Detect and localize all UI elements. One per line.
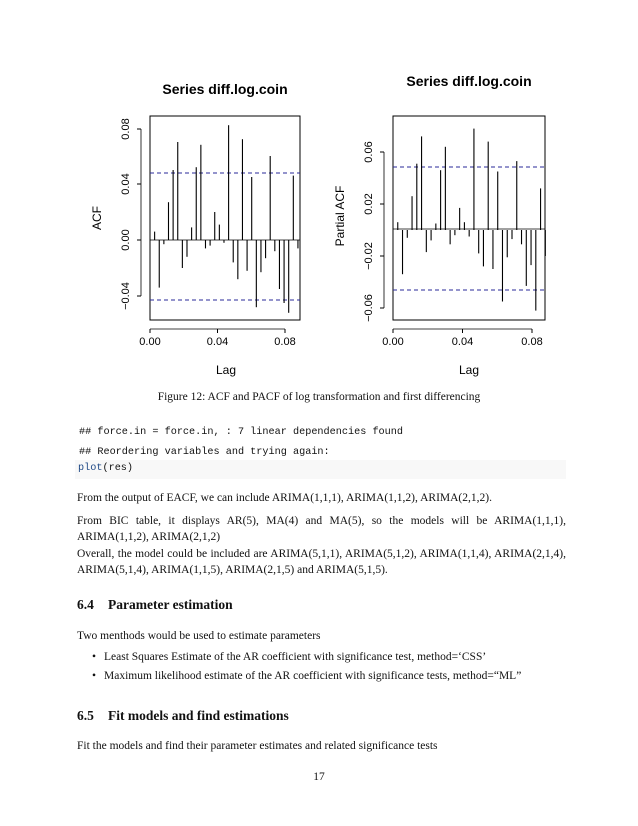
pacf-bars — [398, 129, 546, 311]
section-title: Parameter estimation — [108, 597, 233, 612]
acf-ylabel: ACF — [90, 206, 104, 230]
pacf-y-tick-label: 0.06 — [363, 141, 375, 163]
pacf-x-tick-label: 0.08 — [521, 336, 543, 348]
acf-title: Series diff.log.coin — [162, 81, 288, 97]
code-function: plot — [78, 463, 103, 474]
section-number: 6.4 — [77, 597, 94, 612]
paragraph-bic: From BIC table, it displays AR(5), MA(4) and MA(5), so the models will be ARIMA(1,1,1), ARIMA(1,1,2), ARIMA(2,1,2) — [77, 515, 566, 543]
code-line — [78, 463, 133, 474]
section-title: Fit models and find estimations — [108, 708, 289, 723]
pacf-xlabel: Lag — [458, 363, 480, 377]
figure-caption: Figure 12: ACF and PACF of log transformation and first differencing — [157, 391, 481, 403]
list-item: • Maximum likelihood estimate of the AR coefficient with significance tests, method=“ML” — [92, 670, 562, 682]
pacf-y-tick-label: −0.06 — [363, 294, 375, 322]
r-output-line: ## Reordering variables and trying again: — [79, 447, 330, 458]
pacf-plot-frame — [393, 116, 545, 320]
paragraph-overall: Overall, the model could be included are ARIMA(5,1,1), ARIMA(5,1,2), ARIMA(1,1,4), ARIMA(2,1,4), ARIMA(5,1,4), ARIMA(1,1,5), ARIMA(2,1,5) and ARIMA(5,1,5). — [77, 548, 566, 576]
page-number: 17 — [313, 771, 325, 783]
paragraph-methods: Two menthods would be used to estimate parameters — [77, 630, 321, 642]
pacf-title: Series diff.log.coin — [406, 73, 532, 89]
pacf-y-tick-label: 0.02 — [363, 193, 375, 215]
code-args: (res) — [102, 463, 134, 474]
acf-x-tick-label: 0.04 — [206, 336, 229, 348]
code-block — [75, 460, 566, 479]
paragraph-eacf: From the output of EACF, we can include ARIMA(1,1,1), ARIMA(1,1,2), ARIMA(2,1,2). — [77, 492, 492, 504]
section-heading-6-4 — [77, 597, 233, 613]
acf-y-tick-label: −0.04 — [120, 282, 132, 310]
acf-x-tick-label: 0.08 — [274, 336, 296, 348]
pacf-y-tick-label: −0.02 — [363, 242, 375, 270]
acf-chart — [90, 81, 300, 377]
acf-y-tick-label: 0.08 — [120, 118, 132, 140]
section-heading-6-5 — [77, 708, 289, 724]
acf-plot-frame — [150, 116, 300, 320]
pacf-ylabel: Partial ACF — [333, 185, 347, 247]
section-number: 6.5 — [77, 708, 94, 723]
paragraph-fit-models: Fit the models and find their parameter estimates and related significance tests — [77, 740, 438, 752]
acf-x-tick-label: 0.00 — [139, 336, 161, 348]
pacf-chart — [333, 73, 545, 377]
list-item: • Least Squares Estimate of the AR coefficient with significance test, method=‘CSS’ — [92, 651, 562, 663]
acf-xlabel: Lag — [215, 363, 237, 377]
acf-y-tick-label: 0.04 — [120, 173, 132, 195]
methods-list — [92, 651, 562, 682]
r-output-line: ## force.in = force.in, : 7 linear dependencies found — [79, 427, 404, 438]
pacf-x-tick-label: 0.04 — [451, 336, 474, 348]
acf-pacf-figure — [0, 60, 638, 390]
pacf-x-tick-label: 0.00 — [382, 336, 404, 348]
acf-y-tick-label: 0.00 — [120, 229, 132, 251]
acf-bars — [155, 125, 298, 313]
